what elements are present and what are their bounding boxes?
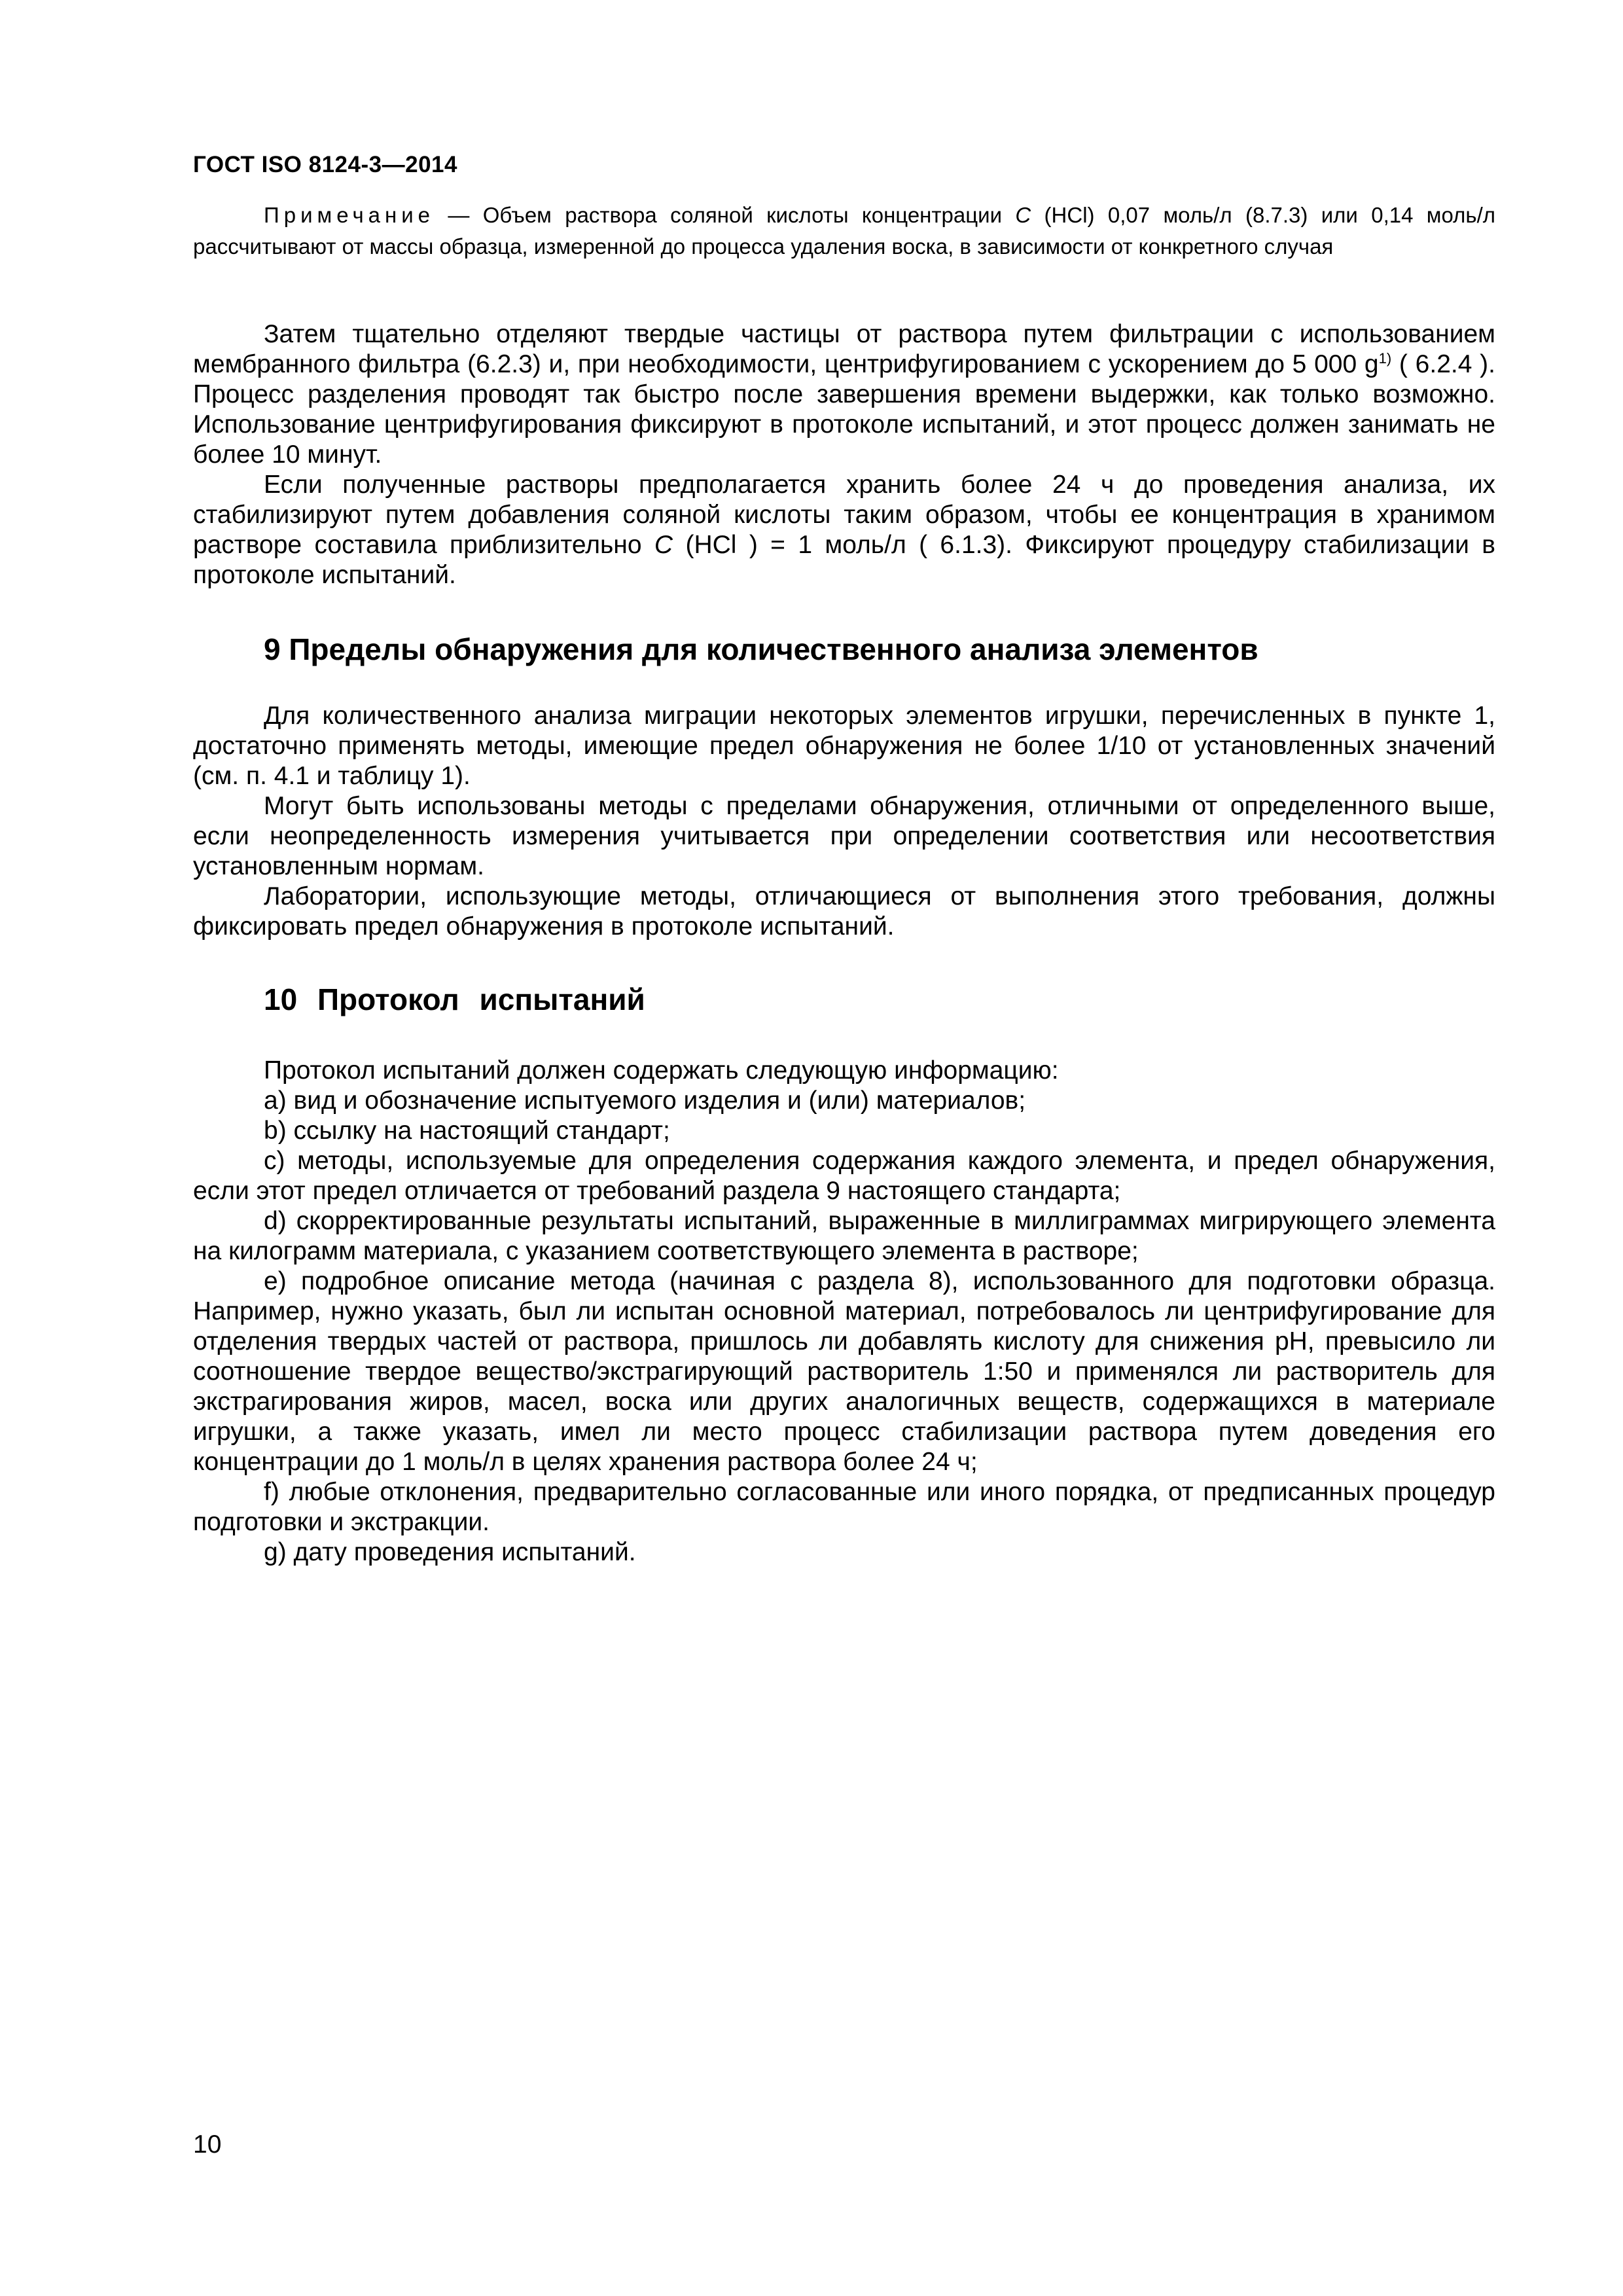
intro-p2-formula-symbol: C: [654, 531, 673, 559]
intro-p1-text-continued: ( 6.2.4 ). Процесс разделения проводят так быстро после завершения времени выдержки, как только возможно. Использование центрифугирования фиксируют в протоколе испытаний, и этот процесс должен занимать не более 10 минут.: [193, 350, 1495, 469]
list-item-a: a) вид и обозначение испытуемого изделия и (или) материалов;: [264, 1086, 1026, 1115]
intro-paragraph-1: [193, 319, 1495, 470]
section-10-intro: Протокол испытаний должен содержать следующую информацию:: [264, 1056, 1059, 1085]
list-item-c: c) методы, используемые для определения содержания каждого элемента, и предел обнаружения, если этот предел отличается от требований раздела 9 настоящего стандарта;: [193, 1147, 1495, 1205]
page-number: 10: [193, 2130, 222, 2159]
list-item-d: d) скорректированные результаты испытаний, выраженные в миллиграммах мигрирующего элемента на килограмм материала, с указанием соответствующего элемента в растворе;: [193, 1207, 1495, 1265]
section-9-paragraph: Лаборатории, использующие методы, отличающиеся от выполнения этого требования, должны фиксировать предел обнаружения в протоколе испытаний.: [193, 882, 1495, 941]
list-item-b: b) ссылку на настоящий стандарт;: [264, 1117, 670, 1145]
section-10-body: [193, 1056, 1495, 1568]
list-item-f: f) любые отклонения, предварительно согласованные или иного порядка, от предписанных процедур подготовки и экстракции.: [193, 1478, 1495, 1536]
note-block: [193, 200, 1495, 262]
note-formula-symbol: C: [1015, 203, 1031, 227]
section-9-heading: 9 Пределы обнаружения для количественного анализа элементов: [264, 632, 1258, 666]
note-paragraph: [193, 200, 1495, 262]
note-text-before-formula: — Объем раствора соляной кислоты концентрации: [435, 203, 1016, 227]
section-9-paragraph: Могут быть использованы методы с пределами обнаружения, отличными от определенного выше, если неопределенность измерения учитывается при определении соответствия или несоответствия установленным нормам.: [193, 792, 1495, 880]
intro-block: [193, 319, 1495, 590]
intro-p2-text-continued: (HCl ) = 1 моль/л ( 6.1.3). Фиксируют процедуру стабилизации в протоколе испытаний.: [193, 531, 1495, 589]
section-9-paragraph: Для количественного анализа миграции некоторых элементов игрушки, перечисленных в пункте 1, достаточно применять методы, имеющие предел обнаружения не более 1/10 от установленных значений (см. п. 4.1 и таблицу 1).: [193, 702, 1495, 790]
section-10-heading: 10 Протокол испытаний: [264, 982, 645, 1016]
note-label: Примечание: [264, 203, 435, 227]
document-code-header: ГОСТ ISO 8124-3—2014: [193, 152, 457, 177]
list-item-g: g) дату проведения испытаний.: [264, 1538, 636, 1566]
intro-paragraph-2: [193, 470, 1495, 590]
intro-p2-text: Если полученные растворы предполагается хранить более 24 ч до проведения анализа, их стабилизируют путем добавления соляной кислоты таким образом, чтобы ее концентрация в хранимом растворе составила приблизительно: [193, 471, 1495, 559]
intro-p1-text: Затем тщательно отделяют твердые частицы от раствора путем фильтрации с использованием мембранного фильтра (6.2.3) и, при необходимости, центрифугированием с ускорением до 5 000 g: [193, 320, 1495, 378]
section-9-body: [193, 701, 1495, 942]
note-text-after-formula: (HCl) 0,07 моль/л (8.7.3) или 0,14 моль/л рассчитывают от массы образца, измеренной до процесса удаления воска, в зависимости от конкретного случая: [193, 203, 1495, 259]
footnote-marker: 1): [1378, 350, 1392, 367]
list-item-e: e) подробное описание метода (начиная с раздела 8), использованного для подготовки образца. Например, нужно указать, был ли испытан основной материал, потребовалось ли центрифугирование для отделения твердых частей от раствора, пришлось ли добавлять кислоту для снижения pH, превысило ли соотношение твердое вещество/экстрагирующий растворитель 1:50 и применялся ли растворитель для экстрагирования жиров, масел, воска или других аналогичных веществ, содержащихся в материале игрушки, а также указать, имел ли место процесс стабилизации раствора путем доведения его концентрации до 1 моль/л в целях хранения раствора более 24 ч;: [193, 1267, 1495, 1476]
